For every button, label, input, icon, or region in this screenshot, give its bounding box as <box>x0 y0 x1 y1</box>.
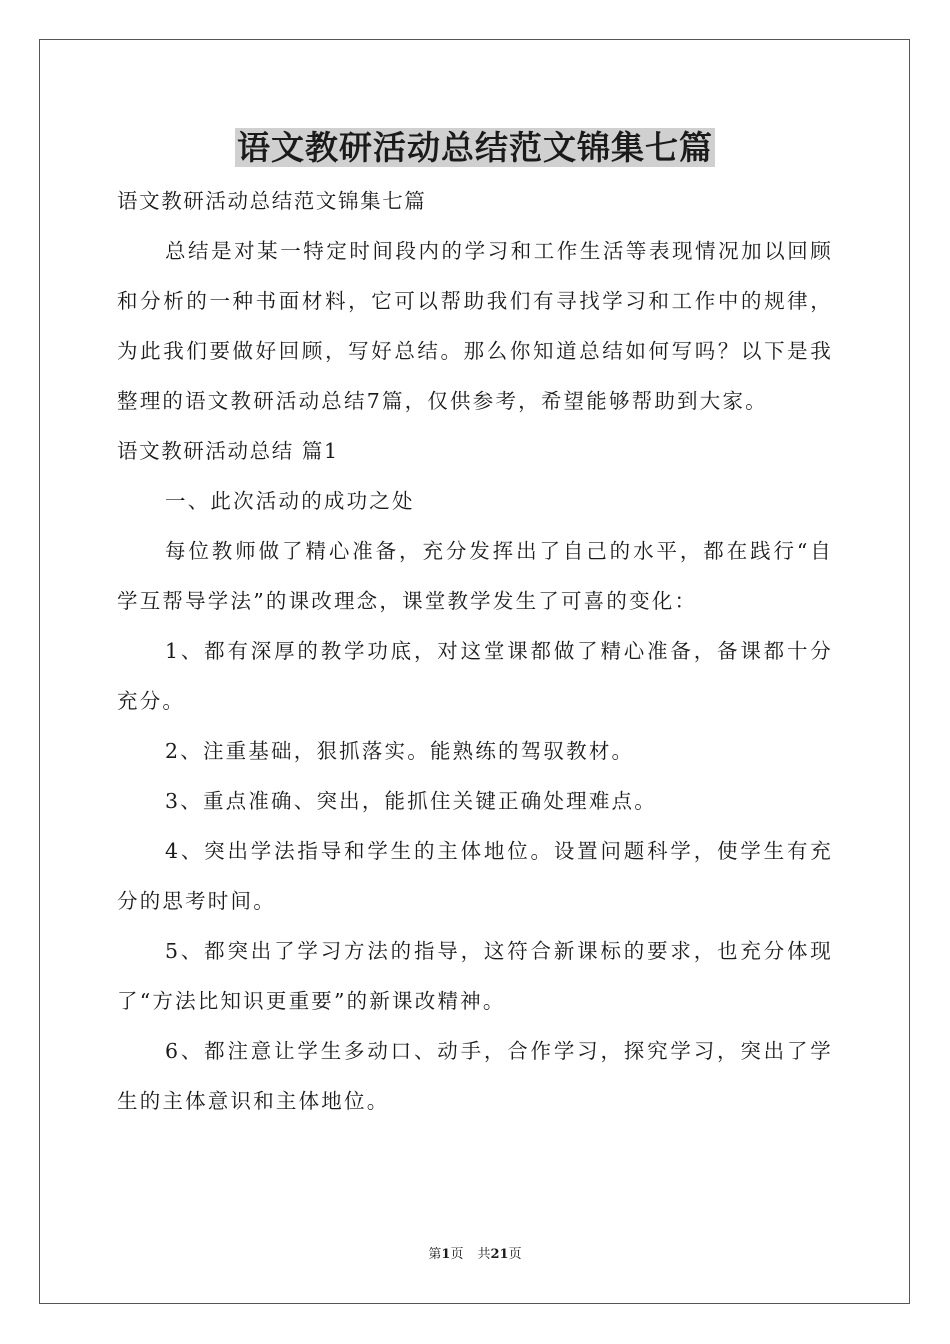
subsection-heading: 一、此次活动的成功之处 <box>165 489 415 513</box>
document-title <box>0 124 950 172</box>
page-footer <box>0 1245 950 1265</box>
list-item-6: 6、都注意让学生多动口、动手，合作学习，探究学习，突出了学生的主体意识和主体地位。 <box>117 1039 833 1113</box>
intro-paragraph: 总结是对某一特定时间段内的学习和工作生活等表现情况加以回顾和分析的一种书面材料，它可以帮助我们有寻找学习和工作中的规律，为此我们要做好回顾，写好总结。那么你知道总结如何写吗？以下是我整理的语文教研活动总结7篇，仅供参考，希望能够帮助到大家。 <box>117 239 833 413</box>
document-body <box>117 176 833 1126</box>
list-item-1: 1、都有深厚的教学功底，对这堂课都做了精心准备，备课都十分充分。 <box>117 639 833 713</box>
section-heading: 语文教研活动总结 篇1 <box>117 439 339 463</box>
current-page-number: 1 <box>441 1247 451 1262</box>
list-item-3: 3、重点准确、突出，能抓住关键正确处理难点。 <box>165 789 657 813</box>
total-suffix: 页 <box>508 1247 522 1262</box>
page-suffix: 页 <box>450 1247 464 1262</box>
list-item-5: 5、都突出了学习方法的指导，这符合新课标的要求，也充分体现了“方法比知识更重要”的新课改精神。 <box>117 939 833 1013</box>
subtitle-paragraph: 语文教研活动总结范文锦集七篇 <box>117 189 427 213</box>
list-item-2: 2、注重基础，狠抓落实。能熟练的驾驭教材。 <box>165 739 635 763</box>
list-item-4: 4、突出学法指导和学生的主体地位。设置问题科学，使学生有充分的思考时间。 <box>117 839 833 913</box>
total-prefix: 共 <box>477 1247 491 1262</box>
body-paragraph: 每位教师做了精心准备，充分发挥出了自己的水平，都在践行“自学互帮导学法”的课改理念，课堂教学发生了可喜的变化： <box>117 539 833 613</box>
page-prefix: 第 <box>428 1247 442 1262</box>
document-title-text: 语文教研活动总结范文锦集七篇 <box>237 128 713 167</box>
total-page-count: 21 <box>490 1247 509 1262</box>
